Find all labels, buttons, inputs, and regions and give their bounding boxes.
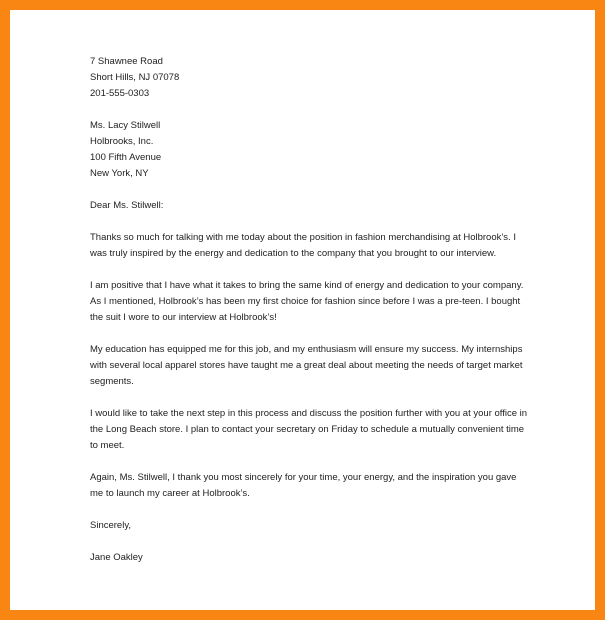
paragraph-line: with several local apparel stores have taught me a great deal about meeting the needs of target market — [90, 360, 523, 371]
paragraph-line: me to launch my career at Holbrook’s. — [90, 488, 250, 499]
recipient-address — [90, 118, 550, 182]
paragraph-1 — [90, 230, 550, 262]
paragraph-3 — [90, 342, 550, 390]
paragraph-line: Thanks so much for talking with me today about the position in fashion merchandising at Holbrook’s. I — [90, 232, 516, 243]
sender-phone: 201-555-0303 — [90, 88, 150, 99]
paragraph-4 — [90, 406, 550, 454]
paragraph-line: to meet. — [90, 440, 125, 451]
paragraph-2 — [90, 278, 550, 326]
closing-text: Sincerely, — [90, 520, 132, 531]
paragraph-line: the suit I wore to our interview at Holbrook’s! — [90, 312, 277, 323]
paragraph-line: was truly inspired by the energy and dedication to the company that you brought to our interview. — [90, 248, 497, 259]
paragraph-line: Again, Ms. Stilwell, I thank you most sincerely for your time, your energy, and the inspiration you gave — [90, 472, 517, 483]
letter-body — [90, 54, 550, 566]
sender-street: 7 Shawnee Road — [90, 56, 163, 67]
recipient-name: Ms. Lacy Stilwell — [90, 120, 161, 131]
paragraph-line: My education has equipped me for this job, and my enthusiasm will ensure my success. My internships — [90, 344, 523, 355]
sender-address — [90, 54, 550, 102]
paragraph-line: I would like to take the next step in this process and discuss the position further with you at your office in — [90, 408, 528, 419]
paragraph-5 — [90, 470, 550, 502]
recipient-street: 100 Fifth Avenue — [90, 152, 162, 163]
salutation — [90, 198, 550, 214]
paragraph-line: the Long Beach store. I plan to contact your secretary on Friday to schedule a mutually convenient time — [90, 424, 525, 435]
closing — [90, 518, 550, 534]
recipient-company: Holbrooks, Inc. — [90, 136, 154, 147]
salutation-text: Dear Ms. Stilwell: — [90, 200, 164, 211]
signature — [90, 550, 550, 566]
sender-city: Short Hills, NJ 07078 — [90, 72, 180, 83]
paragraph-line: segments. — [90, 376, 134, 387]
signature-name: Jane Oakley — [90, 552, 143, 563]
paragraph-line: As I mentioned, Holbrook’s has been my first choice for fashion since before I was a pre-teen. I bought — [90, 296, 521, 307]
recipient-city: New York, NY — [90, 168, 149, 179]
paragraph-line: I am positive that I have what it takes to bring the same kind of energy and dedication to your company. — [90, 280, 524, 291]
